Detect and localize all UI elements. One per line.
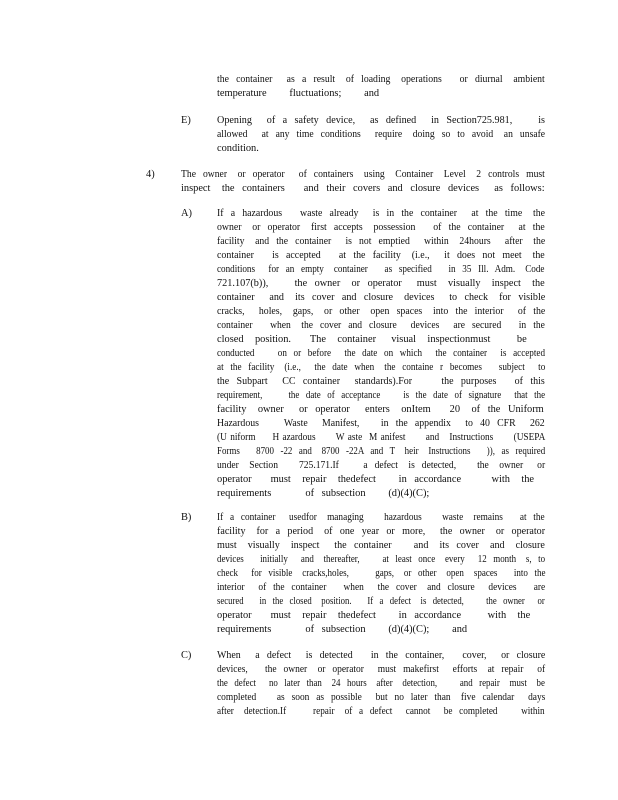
item-label-b: B) [181, 512, 192, 523]
text-line: If a container usedfor managing hazardous waste remains at the [217, 512, 545, 523]
text-line: completed as soon as possible but no later than five calendar days [217, 692, 546, 703]
text-line: requirement, the date of acceptance is the date of signature that the [217, 390, 546, 401]
text-line: under Section 725.171.If a defect is detected, the owner or [217, 460, 546, 471]
item-label-c: C) [181, 650, 192, 661]
text-line: must visually inspect the container and its cover and closure [217, 540, 545, 551]
text-line: Hazardous Waste Manifest, in the appendix to 40 CFR 262 [217, 418, 545, 429]
text-line: closed position. The container visual inspectionmust be [217, 334, 527, 345]
item-label-a: A) [181, 208, 192, 219]
text-line: facility for a period of one year or more, the owner or operator [217, 526, 546, 537]
text-line: inspect the containers and their covers and closure devices as follows: [181, 183, 545, 194]
text-line: the defect no later than 24 hours after detection, and repair must be [217, 678, 545, 689]
text-line: If a hazardous waste already is in the container at the time the [217, 208, 546, 219]
text-line: facility owner or operator enters onItem 20 of the Uniform [217, 404, 544, 415]
text-line: Forms 8700 -22 and 8700 -22A and T heir Instructions )), as required [217, 446, 546, 457]
text-line: operator must repair thedefect in accordance with the [217, 610, 531, 621]
text-line: temperature fluctuations; and [217, 88, 380, 99]
text-line: container when the cover and closure devices are secured in the [217, 320, 545, 331]
text-line: requirements of subsection (d)(4)(C); [217, 488, 430, 499]
text-line: conducted on or before the date on which the container is accepted [217, 348, 546, 359]
text-line: check for visible cracks,holes, gaps, or other open spaces into the [217, 568, 546, 579]
text-line: devices initially and thereafter, at least once every 12 month s, to [217, 554, 546, 565]
text-line: the container as a result of loading operations or diurnal ambient [217, 74, 545, 85]
text-line: at the facility (i.e., the date when the containe r becomes subject to [217, 362, 546, 373]
text-line: container and its cover and closure devices to check for visible [217, 292, 546, 303]
text-line: facility and the container is not emptied within 24hours after the [217, 236, 546, 247]
text-line: after detection.If repair of a defect cannot be completed within [217, 706, 545, 717]
text-line: Opening of a safety device, as defined in Section725.981, is [217, 115, 545, 126]
text-line: secured in the closed position. If a defect is detected, the owner or [217, 596, 545, 607]
item-label-e: E) [181, 115, 191, 126]
text-line: interior of the container when the cover and closure devices are [217, 582, 546, 593]
text-line: cracks, holes, gaps, or other open spaces into the interior of the [217, 306, 546, 317]
text-line: condition. [217, 143, 259, 154]
text-line: (U niform H azardous W aste M anifest and Instructions (USEPA [217, 432, 546, 443]
text-line: allowed at any time conditions require doing so to avoid an unsafe [217, 129, 546, 140]
text-line: operator must repair thedefect in accordance with the [217, 474, 535, 485]
text-line: container is accepted at the facility (i.e., it does not meet the [217, 250, 545, 261]
text-line: 721.107(b)), the owner or operator must visually inspect the [217, 278, 545, 289]
item-label-4: 4) [146, 169, 155, 180]
text-line: The owner or operator of containers using Container Level 2 controls must [181, 169, 545, 180]
text-line: conditions for an empty container as specified in 35 Ill. Adm. Code [217, 264, 545, 275]
text-line: requirements of subsection (d)(4)(C); and [217, 624, 468, 635]
text-line: devices, the owner or operator must makefirst efforts at repair of [217, 664, 546, 675]
text-line: owner or operator first accepts possession of the container at the [217, 222, 545, 233]
text-line: the Subpart CC container standards).For the purposes of this [217, 376, 545, 387]
text-line: When a defect is detected in the container, cover, or closure [217, 650, 546, 661]
